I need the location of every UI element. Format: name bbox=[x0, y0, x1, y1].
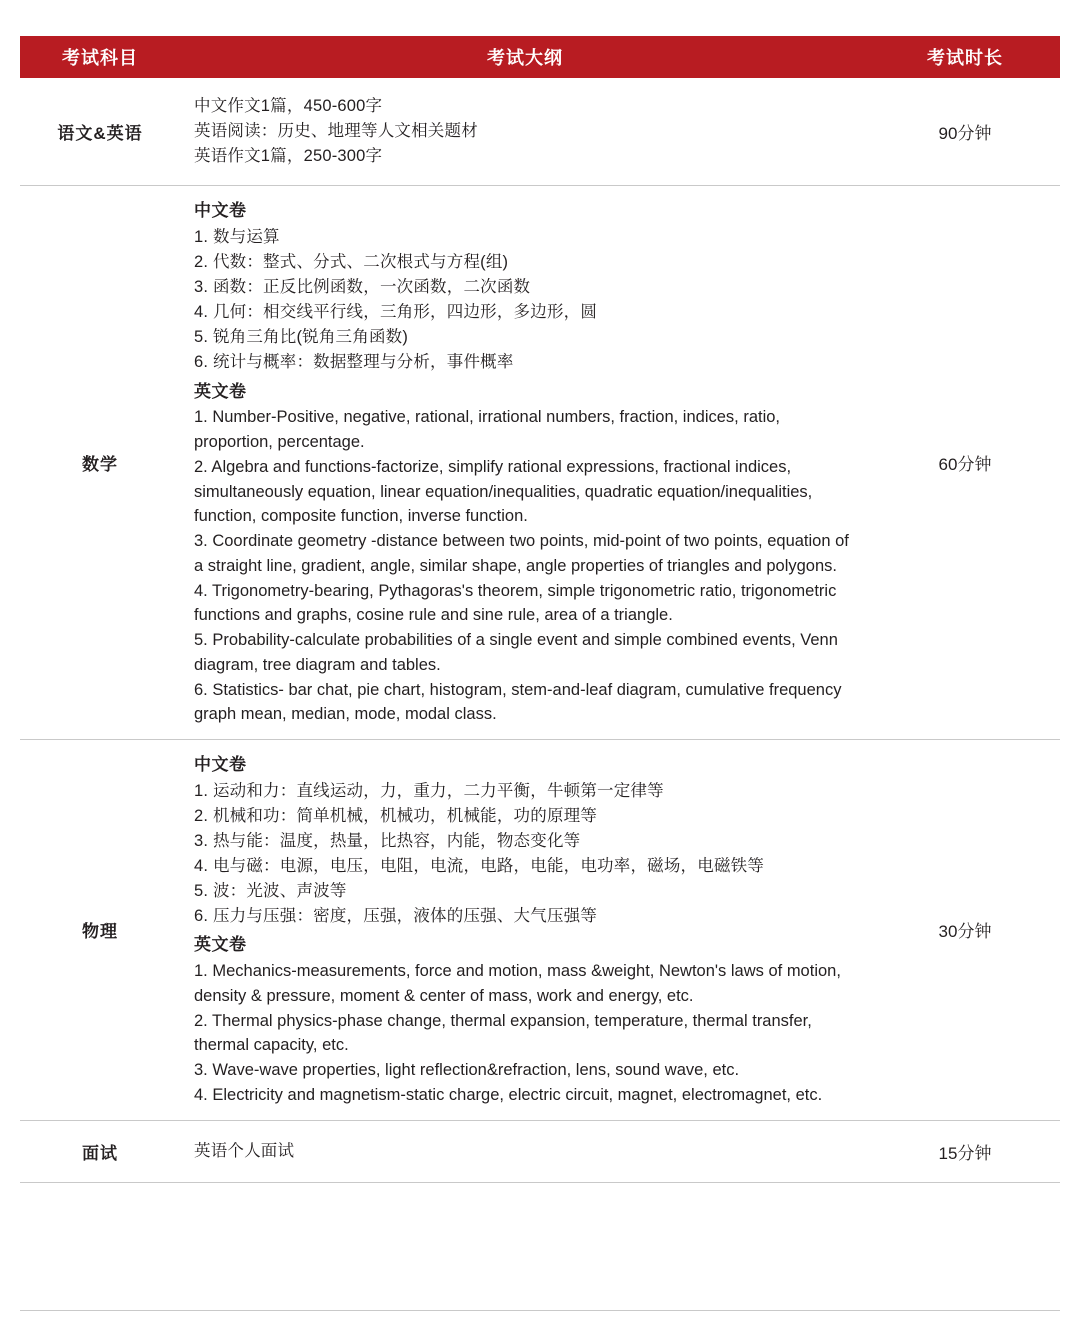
outline-line: 2. 代数：整式、分式、二次根式与方程(组) bbox=[194, 253, 509, 272]
cell-duration: 90分钟 bbox=[870, 78, 1060, 186]
column-header-subject: 考试科目 bbox=[20, 36, 180, 78]
table-row bbox=[20, 78, 1060, 186]
outline-line: 1. Mechanics-measurements, force and motion, mass &weight, Newton's laws of motion, density & pressure, moment & center of mass, work and energy, etc. bbox=[194, 962, 841, 1005]
outline-line: 3. Wave-wave properties, light reflection&refraction, lens, sound wave, etc. bbox=[194, 1061, 740, 1080]
outline-line: 5. 波：光波、声波等 bbox=[194, 882, 347, 901]
outline-line: 6. Statistics- bar chat, pie chart, histogram, stem-and-leaf diagram, cumulative frequency graph mean, median, mode, modal class. bbox=[194, 680, 842, 724]
outline-line: 1. 数与运算 bbox=[194, 228, 280, 247]
outline-line: 3. Coordinate geometry -distance between two points, mid-point of two points, equation of a straight line, gradient, angle, similar shape, angle properties of triangles and polygons. bbox=[194, 532, 849, 575]
exam-outline-sheet bbox=[0, 36, 1080, 1329]
outline-line: 6. 统计与概率：数据整理与分析，事件概率 bbox=[194, 353, 514, 372]
cell-subject: 面试 bbox=[20, 1120, 180, 1182]
column-header-duration: 考试时长 bbox=[870, 36, 1060, 78]
cell-outline bbox=[180, 1120, 870, 1182]
exam-outline-table bbox=[20, 36, 1060, 1183]
outline-line: 2. 机械和功：简单机械，机械功，机械能，功的原理等 bbox=[194, 807, 598, 826]
outline-line: 英语个人面试 bbox=[194, 1141, 295, 1160]
column-header-outline: 考试大纲 bbox=[180, 36, 870, 78]
outline-line: 中文作文1篇，450-600字 bbox=[194, 97, 383, 115]
outline-line: 英语阅读：历史、地理等人文相关题材 bbox=[194, 122, 478, 141]
outline-section-title: 中文卷 bbox=[194, 755, 247, 775]
outline-line: 2. Thermal physics-phase change, thermal expansion, temperature, thermal transfer, thermal capacity, etc. bbox=[194, 1011, 812, 1055]
cell-outline bbox=[180, 740, 870, 1121]
bottom-divider bbox=[20, 1310, 1060, 1311]
outline-section-title: 英文卷 bbox=[194, 935, 247, 955]
outline-line: 4. 几何：相交线平行线，三角形，四边形，多边形，圆 bbox=[194, 303, 598, 322]
outline-line: 4. Electricity and magnetism-static charge, electric circuit, magnet, electromagnet, etc. bbox=[194, 1085, 823, 1104]
cell-duration: 30分钟 bbox=[870, 740, 1060, 1121]
cell-subject: 数学 bbox=[20, 186, 180, 740]
outline-line: 4. Trigonometry-bearing, Pythagoras's theorem, simple trigonometric ratio, trigonometric functions and graphs, cosine rule and sine rule, area of a triangle. bbox=[194, 581, 837, 625]
outline-line: 5. Probability-calculate probabilities of a single event and simple combined events, Venn diagram, tree diagram and tables. bbox=[194, 631, 838, 674]
outline-english-block bbox=[194, 959, 862, 1108]
outline-line: 1. Number-Positive, negative, rational, irrational numbers, fraction, indices, ratio, proportion, percentage. bbox=[194, 408, 781, 452]
cell-subject: 物理 bbox=[20, 740, 180, 1121]
cell-subject: 语文&英语 bbox=[20, 78, 180, 186]
table-row bbox=[20, 1120, 1060, 1182]
outline-line: 英语作文1篇，250-300字 bbox=[194, 147, 383, 166]
cell-duration: 60分钟 bbox=[870, 186, 1060, 740]
table-header bbox=[20, 36, 1060, 78]
cell-outline bbox=[180, 78, 870, 186]
cell-outline bbox=[180, 186, 870, 740]
outline-line: 3. 函数：正反比例函数，一次函数，二次函数 bbox=[194, 278, 531, 297]
outline-line: 2. Algebra and functions-factorize, simplify rational expressions, fractional indices, simultaneously equation, linear equation/inequalities, quadratic equation/inequalities, function, composite function, inverse function. bbox=[194, 457, 813, 526]
outline-line: 6. 压力与压强：密度，压强，液体的压强、大气压强等 bbox=[194, 907, 598, 926]
outline-line: 1. 运动和力：直线运动，力，重力，二力平衡，牛顿第一定律等 bbox=[194, 781, 664, 800]
outline-line: 4. 电与磁：电源，电压，电阻，电流，电路，电能，电功率，磁场，电磁铁等 bbox=[194, 857, 765, 876]
outline-english-block bbox=[194, 405, 862, 727]
outline-line: 3. 热与能：温度，热量，比热容，内能，物态变化等 bbox=[194, 832, 581, 851]
outline-line: 5. 锐角三角比(锐角三角函数) bbox=[194, 328, 409, 347]
outline-section-title: 英文卷 bbox=[194, 381, 247, 401]
table-row bbox=[20, 740, 1060, 1121]
table-body bbox=[20, 78, 1060, 1182]
table-row bbox=[20, 186, 1060, 740]
outline-section-title: 中文卷 bbox=[194, 201, 247, 221]
table-header-row bbox=[20, 36, 1060, 78]
cell-duration: 15分钟 bbox=[870, 1120, 1060, 1182]
